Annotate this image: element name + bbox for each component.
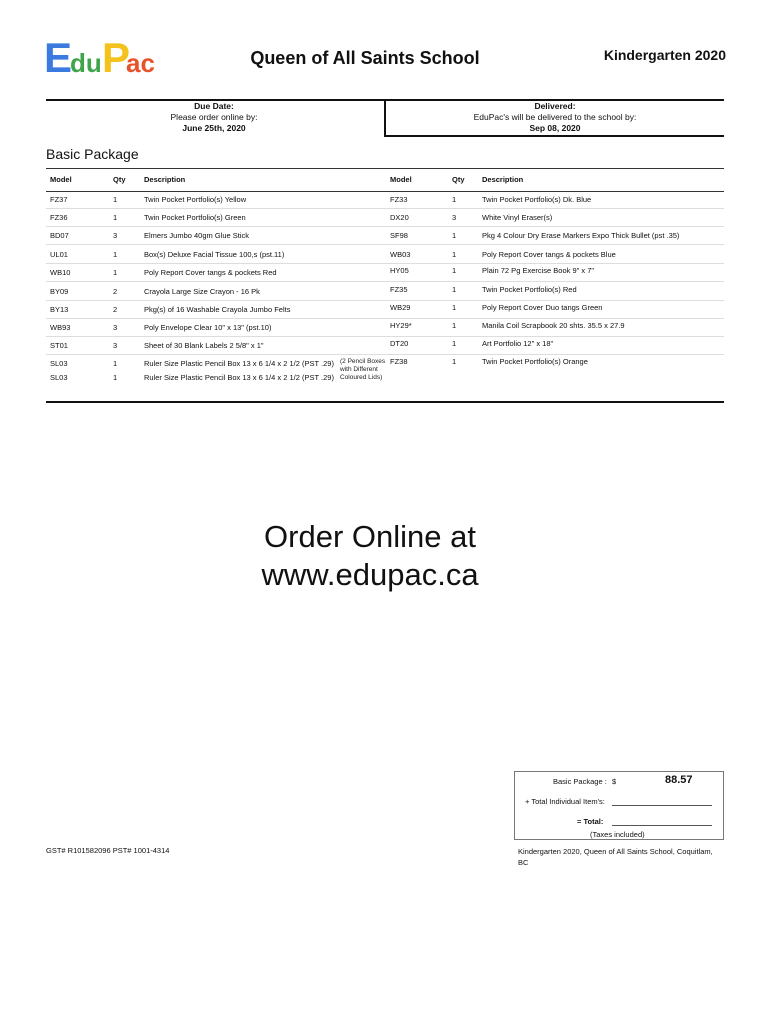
due-date: June 25th, 2020	[182, 123, 246, 133]
left-row-description: Ruler Size Plastic Pencil Box 13 x 6 1/4 x 2 1/2 (PST .29)	[144, 359, 334, 368]
header-model-left: Model	[50, 175, 72, 184]
row-separator	[46, 244, 724, 245]
total-individual-field[interactable]	[612, 805, 712, 806]
delivered-date: Sep 08, 2020	[529, 123, 581, 133]
left-row-model: BD07	[50, 231, 69, 240]
order-online-line1: Order Online at	[264, 519, 476, 554]
right-row-description: Art Portfolio 12" x 18"	[482, 339, 554, 348]
right-row-qty: 1	[452, 303, 457, 312]
currency-symbol: $	[612, 777, 617, 786]
left-row-qty: 2	[113, 287, 118, 296]
left-row-qty: 1	[113, 268, 118, 277]
right-row-description: White Vinyl Eraser(s)	[482, 213, 553, 222]
right-row-description: Twin Pocket Portfolio(s) Red	[482, 285, 577, 294]
row-separator	[46, 281, 724, 282]
left-row-qty: 3	[113, 231, 118, 240]
header-model-right: Model	[390, 175, 412, 184]
total-individual-label: + Total Individual Item's:	[525, 797, 605, 806]
due-date-block	[46, 101, 382, 134]
header-description-right: Description	[482, 175, 524, 184]
svg-text:P: P	[102, 34, 131, 81]
delivered-title: Delivered:	[534, 101, 576, 111]
left-row-model: UL01	[50, 250, 68, 259]
row-separator	[46, 226, 724, 227]
left-row-description: Poly Report Cover tangs & pockets Red	[144, 268, 277, 277]
order-online-message	[200, 518, 540, 594]
left-row-description: Twin Pocket Portfolio(s) Yellow	[144, 195, 247, 204]
right-row-qty: 1	[452, 195, 457, 204]
delivered-instruction: EduPac's will be delivered to the school by:	[473, 112, 637, 122]
right-row-qty: 3	[452, 213, 457, 222]
right-row-qty: 1	[452, 339, 457, 348]
left-row-description: Sheet of 30 Blank Labels 2 5/8" x 1"	[144, 341, 264, 350]
right-row-qty: 1	[452, 321, 457, 330]
left-row-description: Pkg(s) of 16 Washable Crayola Jumbo Felts	[144, 305, 291, 314]
left-row-model: FZ36	[50, 213, 68, 222]
right-row-description: Pkg 4 Colour Dry Erase Markers Expo Thick Bullet (pst .35)	[482, 231, 680, 240]
row-separator	[46, 354, 724, 355]
left-row-description: Box(s) Deluxe Facial Tissue 100,s (pst.11)	[144, 250, 285, 259]
left-row-model: SL03	[50, 359, 68, 368]
right-row-model: DX20	[390, 213, 409, 222]
row-separator	[46, 300, 724, 301]
header-qty-left: Qty	[113, 175, 126, 184]
gst-pst-numbers: GST# R101582096 PST# 1001-4314	[46, 846, 170, 855]
left-row-description: Crayola Large Size Crayon - 16 Pk	[144, 287, 260, 296]
right-row-model: HY05	[390, 266, 409, 275]
right-row-qty: 1	[452, 266, 457, 275]
left-row-qty: 1	[113, 373, 118, 382]
left-row-qty: 1	[113, 250, 118, 259]
left-row-description: Poly Envelope Clear 10" x 13" (pst.10)	[144, 323, 272, 332]
left-row-description: Twin Pocket Portfolio(s) Green	[144, 213, 246, 222]
table-end-rule	[46, 401, 724, 403]
row-separator	[46, 336, 724, 337]
right-row-description: Poly Report Cover tangs & pockets Blue	[482, 250, 616, 259]
right-row-qty: 1	[452, 357, 457, 366]
header-qty-right: Qty	[452, 175, 465, 184]
row-separator	[46, 263, 724, 264]
svg-text:ac: ac	[126, 48, 155, 78]
svg-text:du: du	[70, 48, 102, 78]
left-row-description: Elmers Jumbo 40gm Glue Stick	[144, 231, 250, 240]
right-row-model: HY29*	[390, 321, 412, 330]
left-row-model: WB93	[50, 323, 71, 332]
right-row-description: Twin Pocket Portfolio(s) Dk. Blue	[482, 195, 592, 204]
left-row-qty: 3	[113, 323, 118, 332]
row-separator	[46, 208, 724, 209]
right-row-qty: 1	[452, 285, 457, 294]
right-row-model: FZ35	[390, 285, 408, 294]
right-row-qty: 1	[452, 231, 457, 240]
right-row-model: FZ33	[390, 195, 408, 204]
package-title: Basic Package	[46, 146, 139, 162]
right-row-model: WB03	[390, 250, 411, 259]
table-header	[46, 168, 724, 192]
svg-text:E: E	[44, 34, 73, 81]
basic-package-label: Basic Package :	[553, 777, 607, 786]
due-instruction: Please order online by:	[170, 112, 258, 122]
header-description-left: Description	[144, 175, 186, 184]
footer-summary: Kindergarten 2020, Queen of All Saints School, Coquitlam, BC	[518, 847, 713, 867]
right-row-model: FZ38	[390, 357, 408, 366]
left-row-model: ST01	[50, 341, 68, 350]
row-separator	[46, 318, 724, 319]
edupac-logo	[44, 32, 155, 81]
due-title: Due Date:	[194, 101, 234, 111]
order-online-url[interactable]: www.edupac.ca	[261, 557, 479, 592]
school-name: Queen of All Saints School	[250, 48, 480, 68]
delivered-block	[386, 101, 724, 134]
left-row-model: SL03	[50, 373, 68, 382]
delivered-rule	[384, 135, 724, 137]
right-row-description: Manila Coil Scrapbook 20 shts. 35.5 x 27.9	[482, 321, 625, 330]
total-label: = Total:	[577, 817, 604, 826]
pencil-box-note: (2 Pencil Boxes with Different Coloured Lids)	[340, 358, 386, 381]
right-row-model: DT20	[390, 339, 409, 348]
left-row-qty: 3	[113, 341, 118, 350]
basic-package-value: 88.57	[665, 774, 693, 786]
right-row-model: SF98	[390, 231, 408, 240]
left-row-qty: 1	[113, 213, 118, 222]
total-field[interactable]	[612, 825, 712, 826]
right-row-description: Poly Report Cover Duo tangs Green	[482, 303, 603, 312]
left-row-qty: 1	[113, 195, 118, 204]
right-row-model: WB29	[390, 303, 411, 312]
left-row-model: BY13	[50, 305, 69, 314]
left-row-model: BY09	[50, 287, 69, 296]
left-row-model: WB10	[50, 268, 71, 277]
right-row-description: Plain 72 Pg Exercise Book 9" x 7"	[482, 266, 595, 275]
grade-title: Kindergarten 2020	[603, 47, 726, 63]
left-row-model: FZ37	[50, 195, 68, 204]
left-row-qty: 1	[113, 359, 118, 368]
left-row-qty: 2	[113, 305, 118, 314]
right-row-description: Twin Pocket Portfolio(s) Orange	[482, 357, 588, 366]
left-row-description: Ruler Size Plastic Pencil Box 13 x 6 1/4 x 2 1/2 (PST .29)	[144, 373, 334, 382]
taxes-included: (Taxes included)	[590, 830, 645, 839]
right-row-qty: 1	[452, 250, 457, 259]
